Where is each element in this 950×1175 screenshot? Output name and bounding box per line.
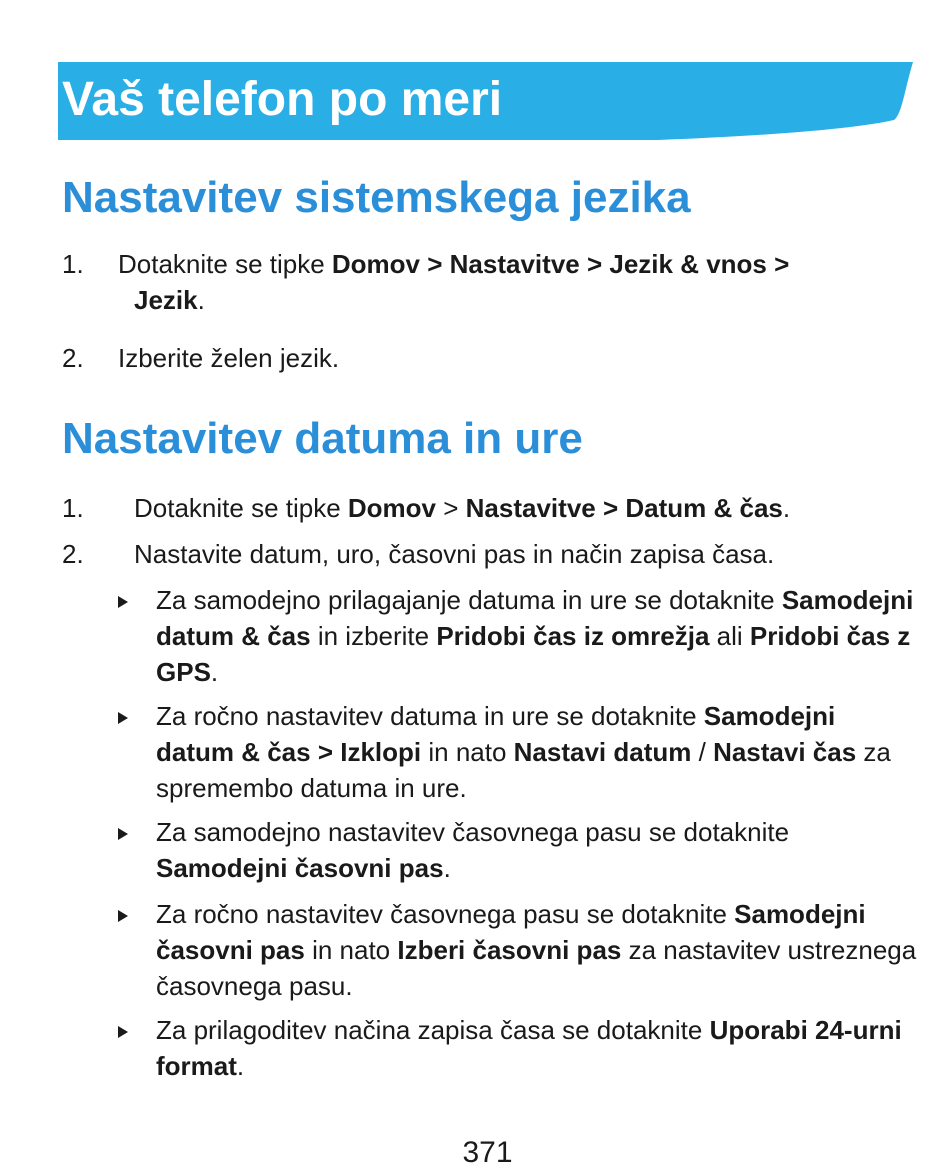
path-separator: > — [436, 493, 466, 523]
bullet-text: Za ročno nastavitev časovnega pasu se dotaknite — [156, 899, 735, 929]
language-step-2 — [62, 340, 912, 376]
bullet-auto-time-zone — [118, 814, 918, 886]
menu-path-date-time: Nastavitve > Datum & čas — [465, 493, 783, 523]
step-text: Dotaknite se tipke — [134, 493, 348, 523]
datetime-step-2 — [62, 536, 912, 572]
path-separator: > — [579, 249, 610, 279]
option-gps-time: Pridobi čas z GPS — [156, 621, 911, 687]
bullet-auto-date-time — [118, 582, 918, 690]
bullet-manual-time-zone — [118, 896, 918, 1004]
option-auto-time-zone: Samodejni časovni pas — [156, 853, 444, 883]
option-auto-date-time-off: Samodejni datum & čas > Izklopi — [156, 701, 836, 767]
page-number: 371 — [462, 1136, 513, 1169]
step-number: 2. — [62, 539, 84, 569]
bullet-text: / — [691, 737, 714, 767]
step-text-end: . — [197, 285, 205, 315]
step-text: Nastavite datum, uro, časovni pas in način zapisa časa. — [134, 539, 775, 569]
menu-path-home: Domov — [347, 493, 437, 523]
option-auto-date-time: Samodejni datum & čas — [156, 585, 914, 651]
bullet-text: . — [236, 1051, 245, 1081]
option-24-hour-format: Uporabi 24-urni format — [156, 1015, 902, 1081]
bullet-time-format — [118, 1012, 918, 1084]
bullet-triangle-icon — [118, 712, 128, 724]
step-text: Izberite želen jezik. — [118, 343, 340, 373]
bullet-text: in izberite — [310, 621, 437, 651]
language-step-1 — [62, 246, 912, 326]
bullet-text: za nastavitev ustreznega časovnega pasu. — [156, 935, 917, 1001]
bullet-triangle-icon — [118, 910, 128, 922]
bullet-text: in nato — [304, 935, 398, 965]
bullet-triangle-icon — [118, 1026, 128, 1038]
step-text: Dotaknite se tipke — [118, 249, 332, 279]
bullet-text: Za ročno nastavitev datuma in ure se dotaknite — [156, 701, 704, 731]
bullet-text: Za prilagoditev načina zapisa časa se dotaknite — [156, 1015, 710, 1045]
page-title: Vaš telefon po meri — [62, 73, 503, 126]
option-auto-time-zone: Samodejni časovni pas — [156, 899, 866, 965]
menu-path-language-input: Jezik & vnos — [609, 249, 767, 279]
bullet-text: za spremembo datuma in ure. — [156, 737, 891, 803]
option-select-time-zone: Izberi časovni pas — [397, 935, 622, 965]
option-network-time: Pridobi čas iz omrežja — [436, 621, 710, 651]
path-separator: > — [420, 249, 450, 279]
section-heading-language: Nastavitev sistemskega jezika — [62, 173, 691, 222]
bullet-manual-date-time — [118, 698, 918, 806]
menu-path-language: Jezik — [134, 285, 198, 315]
datetime-step-1 — [62, 490, 912, 526]
bullet-text: Za samodejno prilagajanje datuma in ure se dotaknite — [156, 585, 782, 615]
path-separator: > — [766, 249, 790, 279]
bullet-text: . — [443, 853, 451, 883]
step-number: 1. — [62, 249, 84, 279]
step-number: 1. — [62, 493, 84, 523]
menu-path-home: Domov — [331, 249, 421, 279]
step-text-end: . — [782, 493, 791, 523]
section-heading-datetime: Nastavitev datuma in ure — [62, 414, 583, 463]
bullet-triangle-icon — [118, 596, 128, 608]
bullet-text: Za samodejno nastavitev časovnega pasu se dotaknite — [156, 817, 790, 847]
option-set-time: Nastavi čas — [713, 737, 857, 767]
bullet-triangle-icon — [118, 828, 128, 840]
title-banner — [58, 62, 913, 140]
step-number: 2. — [62, 343, 84, 373]
bullet-text: ali — [709, 621, 750, 651]
menu-path-settings: Nastavitve — [449, 249, 580, 279]
option-set-date: Nastavi datum — [513, 737, 692, 767]
bullet-text: in nato — [421, 737, 514, 767]
bullet-text: . — [210, 657, 219, 687]
